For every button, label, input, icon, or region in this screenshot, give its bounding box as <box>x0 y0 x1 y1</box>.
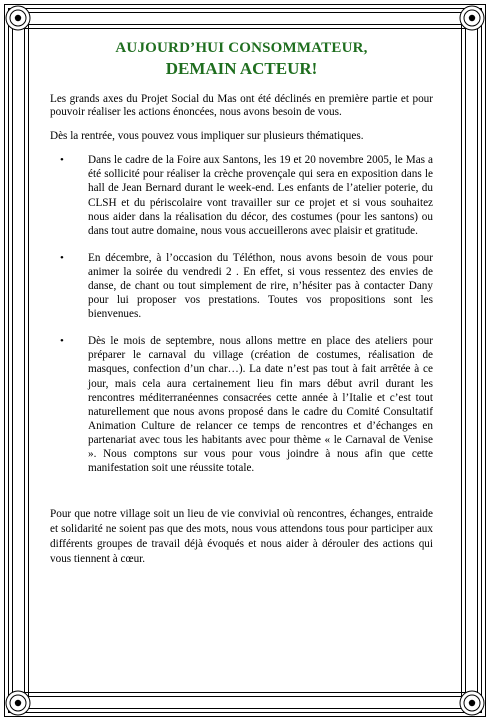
list-item <box>50 251 433 321</box>
corner-ornament-icon <box>460 691 484 715</box>
list-item <box>50 153 433 238</box>
list-item-text: Dans le cadre de la Foire aux Santons, les 19 et 20 novembre 2005, le Mas a été sollicité pour réaliser la crèche provençale qui sera en exposition dans le hall de Jean Bernard durant le week-end. Les enfants de l’atelier poterie, du CLSH et du périscolaire vont travailler sur ce projet et si vous souhaitez nous aider dans la réalisation du décor, des costumes (pour les santons) ou dans tout autre domaine, nous vous accueillerons avec plaisir et gratitude. <box>88 154 433 237</box>
corner-ornament-icon <box>6 6 30 30</box>
lead-paragraph: Dès la rentrée, vous pouvez vous impliquer sur plusieurs thématiques. <box>50 129 364 142</box>
article-body <box>50 40 433 578</box>
intro-paragraph: Les grands axes du Projet Social du Mas ont été déclinés en première partie et pour pouvoir réaliser les actions énoncées, nous avons besoin de vous. <box>50 93 433 119</box>
bullet-icon: • <box>60 154 64 167</box>
title-line-1: AUJOURD’HUI CONSOMMATEUR, <box>115 40 368 56</box>
list-item-text: En décembre, à l’occasion du Téléthon, nous avons besoin de vous pour animer la soirée du vendredi 2 . En effet, si vous ressentez des envies de danse, de chant ou tout simplement de rire, n’hésiter pas à contacter Dany pour lui proposer vos prestations. Toutes vos propositions sont les bienvenues. <box>88 251 433 321</box>
themes-list <box>50 153 433 475</box>
title-line-2: DEMAIN ACTEUR! <box>165 59 318 78</box>
closing-paragraph: Pour que notre village soit un lieu de vie convivial où rencontres, échanges, entraide et solidarité ne soient pas que des mots, nous vous attendons tous pour participer aux différents groupes de travail déjà évoqués et nous aider à dérouler des actions qui vous tiennent à cœur. <box>50 508 433 566</box>
bullet-icon: • <box>60 335 64 348</box>
list-item-text: Dès le mois de septembre, nous allons mettre en place des ateliers pour préparer le carnaval du village (création de costumes, réalisation de masques, confection d’un char…). La date n’est pas tout à fait arrêtée à ce jour, mais cela aura certainement lieu fin mars début avril durant les rencontres méditerranéennes consacrées cette année à l’Italie et c’est tout naturellement que nous avons proposé dans le cadre du Comité Consultatif Animation Culture de relancer ce temps de rencontres et d’échanges en partenariat avec tous les habitants avec pour thème « le Carnaval de Venise ». Nous comptons sur vous pour vous joindre à nous afin que cette manifestation soit une réussite totale. <box>88 335 433 475</box>
corner-ornament-icon <box>6 691 30 715</box>
list-item <box>50 334 433 475</box>
corner-ornament-icon <box>460 6 484 30</box>
bullet-icon: • <box>60 251 64 264</box>
article-title <box>50 40 433 79</box>
